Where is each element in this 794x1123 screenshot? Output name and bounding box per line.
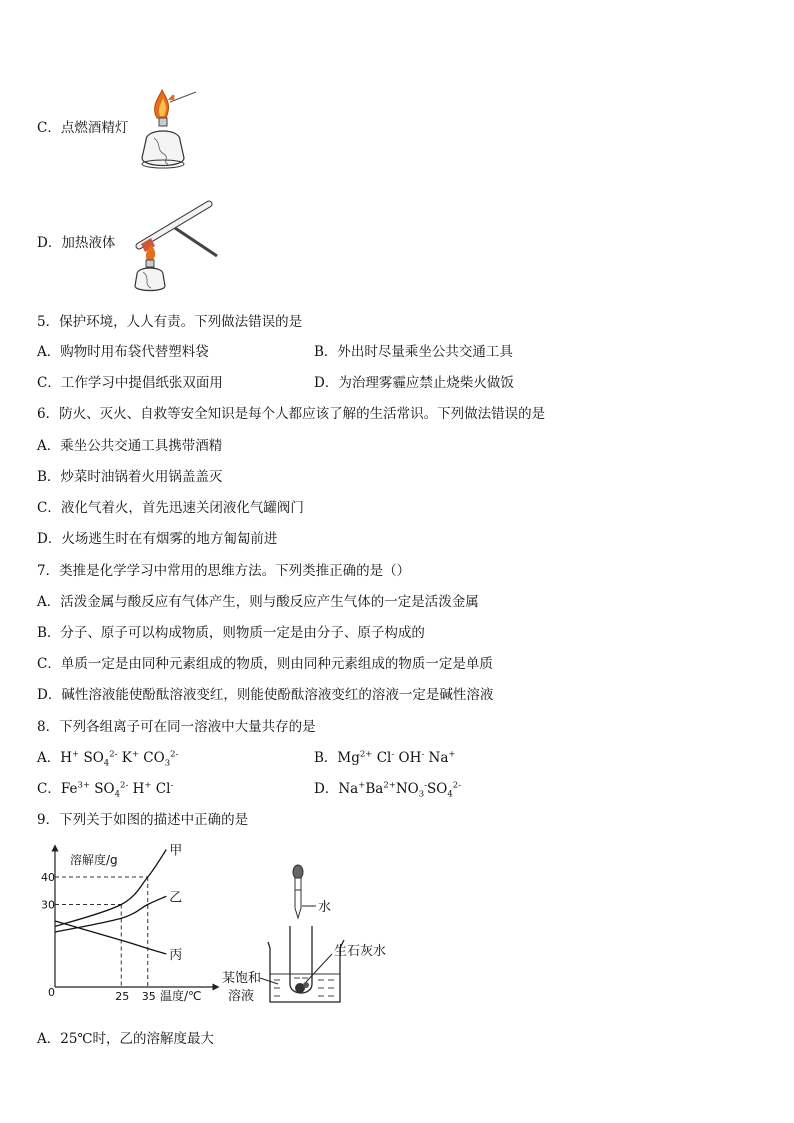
curve-丙: [55, 921, 166, 954]
q8-option-c: C．$Fe^{3+}$ $SO_4^{2-}$ H+ Cl-: [37, 780, 174, 800]
curve-label-甲: 甲: [169, 843, 183, 859]
y-tick-label-40: 40: [41, 871, 55, 884]
dropper-bulb: [293, 865, 303, 879]
q7-stem: 7．类推是化学学习中常用的思维方法。下列类推正确的是（）: [37, 563, 411, 579]
q6-stem: 6．防火、灭火、自救等安全知识是每个人都应该了解的生活常识。下列做法错误的是: [37, 406, 546, 422]
q7-option-a: A．活泼金属与酸反应有气体产生，则与酸反应产生气体的一定是活泼金属: [37, 594, 479, 610]
solution-label-2: 溶液: [228, 989, 255, 1004]
solution-label-1: 某饱和: [222, 971, 262, 986]
lime-label: 生石灰水: [334, 944, 387, 959]
curve-label-乙: 乙: [169, 890, 183, 906]
q8-b-label: B．: [314, 750, 338, 766]
x-tick-label-25: 25: [115, 990, 130, 1003]
q8-option-d: D．$Na^+Ba^{2+}NO_3^-SO_4^{2-}$: [314, 780, 462, 800]
alcohol-lamp-lighting-figure: [132, 88, 202, 176]
q8-d-label: D．: [314, 781, 339, 797]
q7-option-d: D．碱性溶液能使酚酞溶液变红，则能使酚酞溶液变红的溶液一定是碱性溶液: [37, 687, 494, 703]
q4-option-d: D．加热液体: [37, 235, 116, 251]
x-axis-label: 温度/℃: [160, 989, 202, 1003]
q8-stem: 8．下列各组离子可在同一溶液中大量共存的是: [37, 719, 316, 735]
curve-乙: [55, 896, 166, 932]
q5-option-b: B．外出时尽量乘坐公共交通工具: [314, 344, 513, 360]
q6-option-c: C．液化气着火，首先迅速关闭液化气罐阀门: [37, 500, 304, 516]
y-axis-label: 溶解度/g: [70, 853, 118, 867]
q7-option-b: B．分子、原子可以构成物质，则物质一定是由分子、原子构成的: [37, 625, 425, 641]
q5-stem: 5．保护环境，人人有责。下列做法错误的是: [37, 314, 303, 330]
q5-option-d: D．为治理雾霾应禁止烧柴火做饭: [314, 375, 514, 391]
test-tube: [290, 926, 312, 993]
y-tick-label-30: 30: [41, 898, 55, 912]
x-tick-label-35: 35: [141, 990, 156, 1003]
q8-option-b: B．$Mg^{2+}$ Cl- OH- Na+: [314, 749, 456, 766]
q7-option-c: C．单质一定是由同种元素组成的物质，则由同种元素组成的物质一定是单质: [37, 656, 493, 672]
q6-option-b: B．炒菜时油锅着火用锅盖盖灭: [37, 469, 223, 485]
heating-liquid-figure: [125, 200, 225, 296]
q5-option-a: A．购物时用布袋代替塑料袋: [37, 344, 209, 360]
q9-option-a: A．25℃时，乙的溶解度最大: [37, 1031, 215, 1047]
q8-option-a: A．H+ $SO_4^{2-}$ K+ $CO_3^{2-}$: [37, 749, 179, 769]
origin-label: 0: [48, 986, 55, 999]
water-label: 水: [318, 900, 332, 915]
curve-label-丙: 丙: [169, 948, 183, 963]
q9-stem: 9．下列关于如图的描述中正确的是: [37, 812, 249, 828]
solubility-chart: [30, 842, 220, 1004]
q6-option-a: A．乘坐公共交通工具携带酒精: [37, 438, 223, 454]
q6-option-d: D．火场逃生时在有烟雾的地方匍匐前进: [37, 531, 278, 547]
q8-c-label: C．: [37, 781, 61, 797]
q8-a-label: A．: [37, 750, 61, 766]
q4-option-c: C．点燃酒精灯: [37, 120, 129, 136]
beaker-figure: [220, 862, 410, 1008]
q5-option-c: C．工作学习中提倡纸张双面用: [37, 375, 223, 391]
